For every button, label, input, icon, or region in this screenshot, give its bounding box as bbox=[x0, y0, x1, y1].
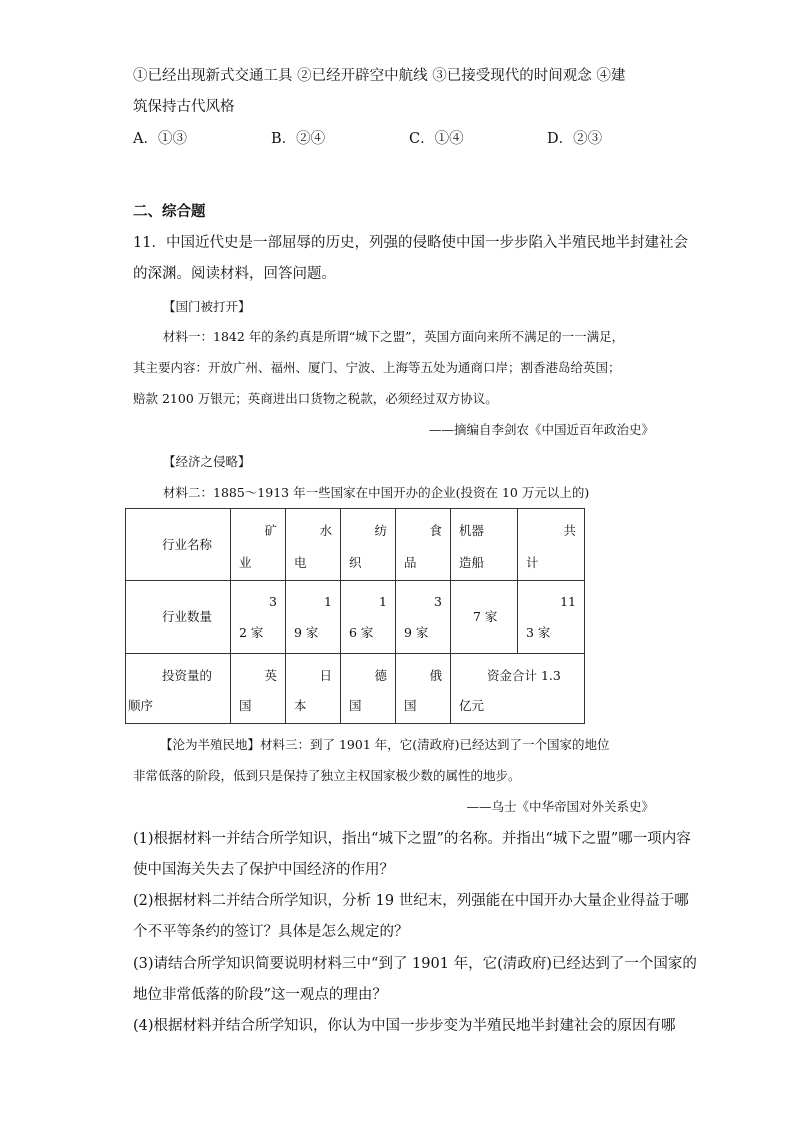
q10-options-line1: ①已经出现新式交通工具 ②已经开辟空中航线 ③已接受现代的时间观念 ④建 bbox=[133, 68, 626, 84]
table-cell: 纺 织 bbox=[341, 509, 396, 581]
table-cell: 行业名称 bbox=[126, 509, 231, 581]
material1-line2: 其主要内容：开放广州、福州、厦门、宁波、上海等五处为通商口岸；割香港岛给英国； bbox=[133, 360, 621, 375]
table-cell: 资金合计 1.3 亿元 bbox=[451, 654, 585, 724]
table-cell: 7 家 bbox=[451, 581, 518, 654]
table-cell: 11 3 家 bbox=[518, 581, 585, 654]
choice-b[interactable]: B．②④ bbox=[271, 131, 326, 147]
question-1-line2: 使中国海关失去了保护中国经济的作用？ bbox=[133, 862, 394, 878]
material3-source: ——乌士《中华帝国对外关系史》 bbox=[466, 799, 654, 814]
table-cell: 1 9 家 bbox=[286, 581, 341, 654]
table-row bbox=[126, 509, 585, 581]
table-cell: 日 本 bbox=[286, 654, 341, 724]
q10-options-line2: 筑保持古代风格 bbox=[133, 99, 235, 115]
section-title: 二、综合题 bbox=[133, 203, 206, 220]
table-cell: 俄 国 bbox=[396, 654, 451, 724]
choice-c[interactable]: C．①④ bbox=[409, 131, 464, 147]
material3-line2: 非常低落的阶段，低到只是保持了独立主权国家极少数的属性的地步。 bbox=[133, 768, 521, 783]
heading-economic-invasion: 【经济之侵略】 bbox=[163, 454, 251, 469]
material1-line3: 赔款 2100 万银元；英商进出口货物之税款，必须经过双方协议。 bbox=[133, 391, 498, 406]
table-cell: 3 2 家 bbox=[231, 581, 286, 654]
material1-source: ——摘编自李剑农《中国近百年政治史》 bbox=[428, 422, 654, 437]
question-3-line2: 地位非常低落的阶段”这一观点的理由？ bbox=[133, 987, 387, 1003]
table-cell: 投资量的 顺序 bbox=[126, 654, 231, 724]
heading-gate-opened: 【国门被打开】 bbox=[163, 299, 251, 314]
table-cell: 机器 造船 bbox=[451, 509, 518, 581]
material2-title: 材料二：1885～1913 年一些国家在中国开办的企业(投资在 10 万元以上的) bbox=[163, 485, 590, 500]
question-1-line1: (1)根据材料一并结合所学知识，指出“城下之盟”的名称。并指出“城下之盟”哪一项内容 bbox=[133, 831, 691, 847]
table-cell: 水 电 bbox=[286, 509, 341, 581]
table-cell: 食 品 bbox=[396, 509, 451, 581]
choice-d[interactable]: D．②③ bbox=[547, 131, 603, 147]
choice-a[interactable]: A．①③ bbox=[133, 131, 187, 147]
material1-line1: 材料一：1842 年的条约真是所谓“城下之盟”，英国方面向来所不满足的一一满足， bbox=[163, 329, 625, 344]
material3-line1: 【沦为半殖民地】材料三：到了 1901 年，它(清政府)已经达到了一个国家的地位 bbox=[160, 737, 610, 752]
question-2-line2: 个不平等条约的签订？具体是怎么规定的？ bbox=[133, 924, 409, 940]
q11-intro-line1: 11．中国近代史是一部屈辱的历史，列强的侵略使中国一步步陷入半殖民地半封建社会 bbox=[133, 235, 688, 251]
table-cell: 行业数量 bbox=[126, 581, 231, 654]
table-row bbox=[126, 654, 585, 724]
table-cell: 德 国 bbox=[341, 654, 396, 724]
choice-row bbox=[133, 129, 685, 149]
question-2-line1: (2)根据材料二并结合所学知识，分析 19 世纪末，列强能在中国开办大量企业得益于哪 bbox=[133, 893, 689, 909]
table-cell: 矿 业 bbox=[231, 509, 286, 581]
table-row bbox=[126, 581, 585, 654]
question-3-line1: (3)请结合所学知识简要说明材料三中“到了 1901 年，它(清政府)已经达到了一个国家的 bbox=[133, 956, 697, 972]
table-cell: 共 计 bbox=[518, 509, 585, 581]
enterprise-table bbox=[125, 508, 585, 724]
table-cell: 3 9 家 bbox=[396, 581, 451, 654]
table-cell: 1 6 家 bbox=[341, 581, 396, 654]
table-cell: 英 国 bbox=[231, 654, 286, 724]
q11-intro-line2: 的深渊。阅读材料，回答问题。 bbox=[133, 266, 336, 282]
question-4-line1: (4)根据材料并结合所学知识，你认为中国一步步变为半殖民地半封建社会的原因有哪 bbox=[133, 1018, 676, 1034]
